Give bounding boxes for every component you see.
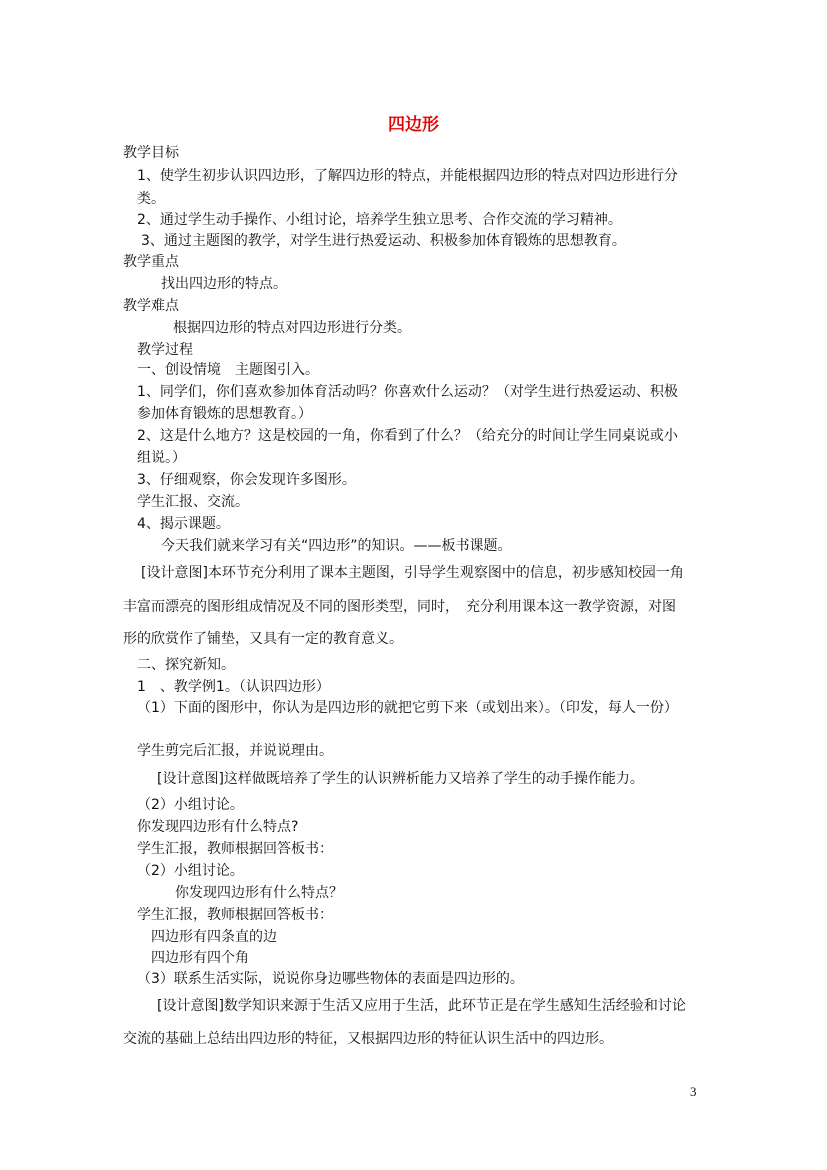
student-report-4: 学生汇报，教师根据回答板书： bbox=[137, 907, 333, 923]
design-intent-3: [设计意图]数学知识来源于生活又应用于生活，此环节正是在学生感知生活经验和讨论 bbox=[157, 998, 686, 1014]
heading-objectives: 教学目标 bbox=[123, 145, 179, 161]
example-1: 1 、教学例1。（认识四边形） bbox=[137, 679, 330, 695]
group-discussion-1: （2）小组讨论。 bbox=[137, 797, 244, 813]
task-1: （1）下面的图形中，你认为是四边形的就把它剪下来（或划出来）。（印发，每人一份） bbox=[137, 700, 678, 716]
step-2-cont: 组说。） bbox=[137, 450, 186, 466]
step-1: 1、同学们，你们喜欢参加体育活动吗？你喜欢什么运动？（对学生进行热爱运动、积极 bbox=[137, 384, 678, 400]
student-report-3: 学生汇报，教师根据回答板书： bbox=[137, 841, 333, 857]
question-2: 你发现四边形有什么特点？ bbox=[175, 885, 343, 901]
step-4: 4、揭示课题。 bbox=[137, 516, 230, 532]
topic-reveal: 今天我们就来学习有关“四边形”的知识。——板书课题。 bbox=[161, 538, 512, 554]
heading-difficulty: 教学难点 bbox=[123, 298, 179, 314]
step-2: 2、这是什么地方？这是校园的一角，你看到了什么？（给充分的时间让学生同桌说或小 bbox=[137, 428, 678, 444]
student-report-1: 学生汇报、交流。 bbox=[137, 494, 249, 510]
document-title: 四边形 bbox=[388, 115, 439, 135]
design-intent-1: [设计意图]本环节充分利用了课本主题图，引导学生观察图中的信息，初步感知校园一角 bbox=[141, 565, 684, 581]
design-intent-1-cont-1: 丰富而漂亮的图形组成情况及不同的图形类型，同时， 充分利用课本这一教学资源，对图 bbox=[123, 599, 676, 615]
step-3: 3、仔细观察，你会发现许多图形。 bbox=[137, 472, 356, 488]
page-number: 3 bbox=[690, 1084, 697, 1099]
objective-1: 1、使学生初步认识四边形，了解四边形的特点，并能根据四边形的特点对四边形进行分 bbox=[137, 168, 678, 184]
objective-2: 2、通过学生动手操作、小组讨论，培养学生独立思考、合作交流的学习精神。 bbox=[137, 212, 622, 228]
board-note-1: 四边形有四条直的边 bbox=[151, 929, 277, 945]
key-point-text: 找出四边形的特点。 bbox=[161, 276, 287, 292]
design-intent-3-cont: 交流的基础上总结出四边形的特征，又根据四边形的特征认识生活中的四边形。 bbox=[123, 1031, 613, 1047]
difficulty-text: 根据四边形的特点对四边形进行分类。 bbox=[173, 320, 411, 336]
design-intent-2: [设计意图]这样做既培养了学生的认识辨析能力又培养了学生的动手操作能力。 bbox=[157, 771, 644, 787]
question-1: 你发现四边形有什么特点? bbox=[137, 819, 299, 835]
section-1-heading: 一、创设情境 主题图引入。 bbox=[137, 362, 319, 378]
task-3: （3）联系生活实际，说说你身边哪些物体的表面是四边形的。 bbox=[137, 971, 524, 987]
heading-process: 教学过程 bbox=[137, 342, 193, 358]
objective-1-cont: 类。 bbox=[137, 191, 165, 207]
student-report-2: 学生剪完后汇报，并说说理由。 bbox=[137, 743, 333, 759]
section-2-heading: 二、探究新知。 bbox=[137, 657, 235, 673]
objective-3: 3、通过主题图的教学，对学生进行热爱运动、积极参加体育锻炼的思想教育。 bbox=[141, 233, 626, 249]
group-discussion-2: （2）小组讨论。 bbox=[137, 863, 244, 879]
heading-key-point: 教学重点 bbox=[123, 254, 179, 270]
design-intent-1-cont-2: 形的欣赏作了铺垫，又具有一定的教育意义。 bbox=[123, 631, 403, 647]
board-note-2: 四边形有四个角 bbox=[151, 950, 249, 966]
step-1-cont: 参加体育锻炼的思想教育。） bbox=[137, 406, 312, 422]
